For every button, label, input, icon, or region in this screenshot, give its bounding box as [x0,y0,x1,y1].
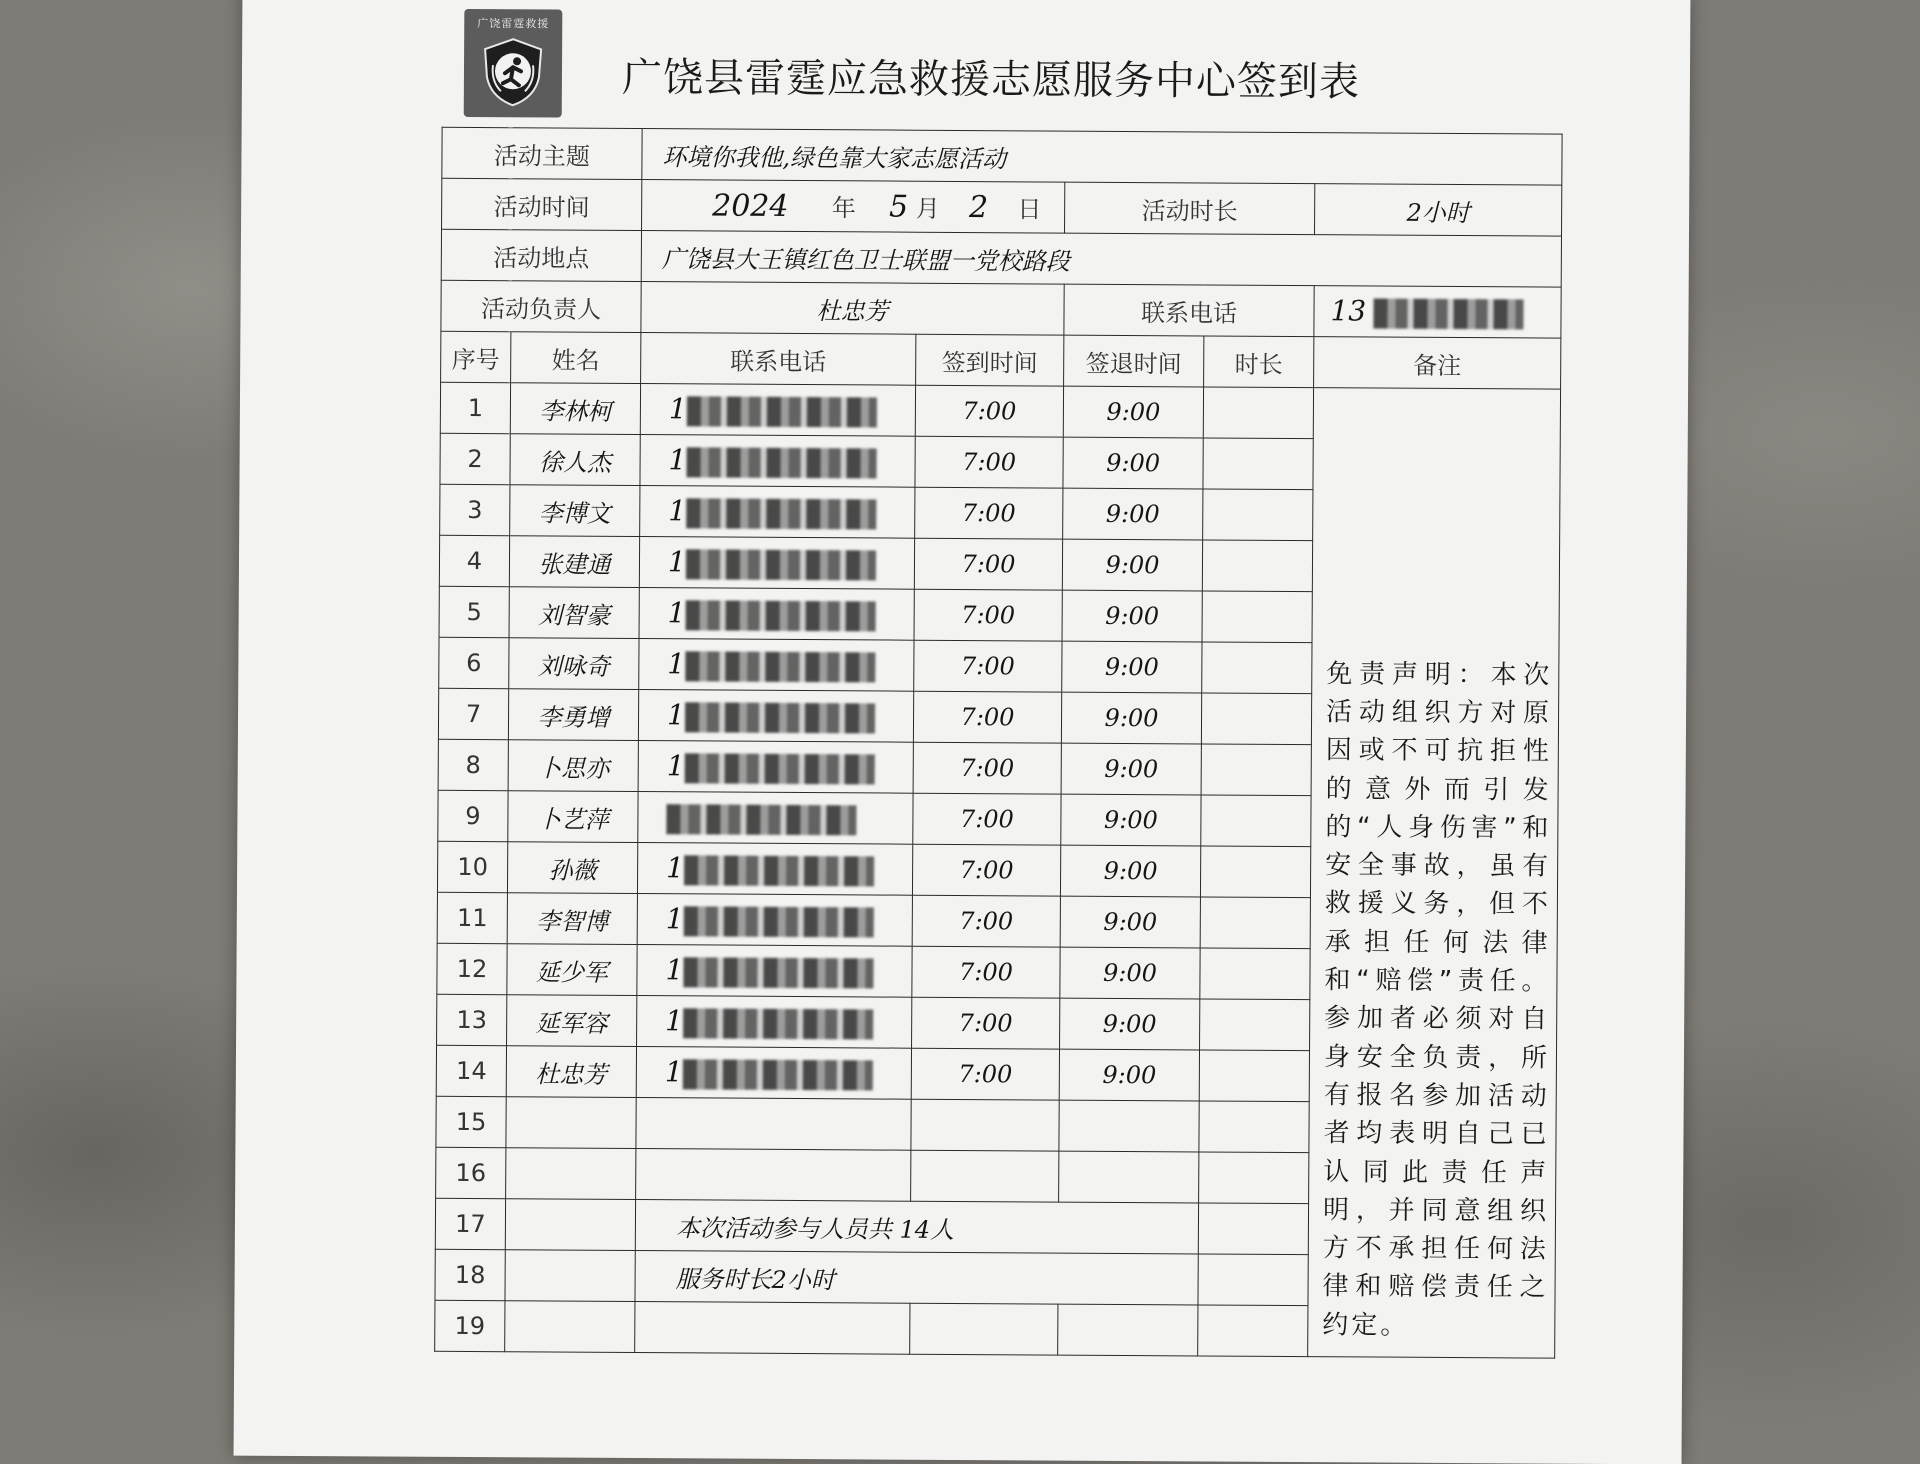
duration-cell [1203,387,1313,439]
redacted-phone [683,1059,873,1090]
page-title: 广饶县雷霆应急救援志愿服务中心签到表 [622,46,1360,108]
sign-out-time: 9:00 [1061,743,1201,795]
sign-out-time: 9:00 [1062,590,1202,642]
day-value: 2 [969,190,988,225]
row-number: 6 [439,637,509,688]
sign-out-time: 9:00 [1060,998,1200,1050]
row-number: 9 [438,790,508,841]
sign-out-time [1059,1100,1199,1152]
participant-name: 张建通 [509,536,639,588]
sign-in-time: 7:00 [914,538,1062,590]
sign-in-time: 7:00 [913,742,1061,794]
disclaimer-text: 免责声明：本次活动组织方对原因或不可抗拒性的意外而引发的“人身伤害”和安全事故，虽有救援义务，但不承担任何法律和“赔偿”责任。参加者必须对自身安全负责，所有报名参加活动者均表明自己已认同此责任声明，并同意组织方不承担任何法律和赔偿责任之约定。 [1308,388,1561,1358]
day-unit: 日 [1017,195,1041,223]
participant-name [505,1250,635,1302]
participant-phone [638,741,913,794]
col-header-name: 姓名 [511,332,641,384]
phone-prefix: 1 [668,596,686,629]
phone-prefix: 1 [666,851,684,884]
participant-phone [637,996,912,1049]
sign-in-time [910,1303,1058,1355]
participant-name: 李博文 [510,485,640,537]
sign-in-sheet [234,0,1691,1464]
date-value [642,180,1065,234]
participant-name: 孙薇 [507,842,637,894]
sign-out-time: 9:00 [1059,1049,1199,1101]
participant-name: 延少军 [507,944,637,996]
col-header-phone: 联系电话 [641,333,916,386]
redacted-phone [685,651,875,682]
redacted-phone [684,906,874,937]
row-number: 4 [439,535,509,586]
participant-name [506,1097,636,1149]
participant-phone [639,639,914,692]
place-row [441,229,1561,287]
sign-in-time: 7:00 [912,844,1060,896]
participant-name [506,1148,636,1200]
sign-in-time: 7:00 [912,997,1060,1049]
duration-cell [1199,1101,1309,1153]
duration-cell [1200,897,1310,949]
participant-phone [637,843,912,896]
participant-name [505,1199,635,1251]
sign-in-table [434,127,1562,1359]
row-number: 13 [437,994,507,1045]
redacted-phone [685,702,875,733]
redacted-phone [686,498,876,529]
row-number: 3 [440,484,510,535]
sign-in-time [911,1099,1059,1151]
table-row [440,382,1560,440]
sign-out-time: 9:00 [1063,437,1203,489]
phone-prefix: 1 [669,392,687,425]
participant-name: 李智博 [507,893,637,945]
theme-label: 活动主题 [442,127,642,179]
month-unit: 月 [916,195,940,223]
shield-runner-icon [481,37,545,107]
sign-in-time: 7:00 [915,487,1063,539]
time-row [442,178,1562,236]
duration-cell [1198,1305,1308,1357]
duration-cell [1200,999,1310,1051]
column-header-row [441,331,1561,389]
participant-phone [640,384,915,437]
phone-prefix: 1 [665,1004,683,1037]
redacted-phone [684,855,874,886]
participant-name [505,1301,635,1353]
phone-prefix: 1 [667,749,685,782]
sign-out-time: 9:00 [1062,539,1202,591]
row-number: 14 [436,1045,506,1096]
phone-prefix: 1 [666,902,684,935]
phone-prefix: 1 [665,1055,683,1088]
phone-prefix: 1 [667,647,685,680]
participant-phone [635,1302,910,1355]
phone-prefix: 1 [669,443,687,476]
leader-phone-prefix: 13 [1330,294,1366,327]
participant-phone [636,1149,911,1202]
col-header-signout: 签退时间 [1064,335,1204,387]
sign-in-time: 7:00 [915,385,1063,437]
sign-out-time: 9:00 [1063,488,1203,540]
sign-in-time: 7:00 [911,1048,1059,1100]
participant-phone [636,1047,911,1100]
duration-cell [1201,744,1311,796]
participant-name: 杜忠芳 [506,1046,636,1098]
duration-cell [1202,642,1312,694]
duration-cell [1203,438,1313,490]
duration-value: 2小时 [1315,184,1562,237]
sign-out-time: 9:00 [1060,896,1200,948]
row-number: 2 [440,433,510,484]
year-value: 2024 [712,188,789,223]
row-number: 10 [437,841,507,892]
participant-phone [637,945,912,998]
sign-in-time: 7:00 [915,436,1063,488]
sign-in-time: 7:00 [912,895,1060,947]
year-unit: 年 [832,194,856,222]
duration-cell [1203,489,1313,541]
sign-in-time: 7:00 [913,691,1061,743]
duration-cell [1199,1050,1309,1102]
duration-label: 活动时长 [1065,182,1315,235]
participant-name: 李林柯 [510,383,640,435]
leader-phone-label: 联系电话 [1064,284,1314,337]
duration-cell [1201,795,1311,847]
duration-cell [1200,846,1310,898]
duration-cell [1202,591,1312,643]
logo-text: 广饶雷霆救援 [477,15,549,31]
redacted-phone [686,447,876,478]
sign-in-time: 7:00 [913,793,1061,845]
place-value: 广饶县大王镇红色卫士联盟一党校路段 [641,231,1561,288]
leader-phone-value [1314,286,1561,339]
col-header-remarks: 备注 [1314,337,1561,390]
phone-prefix: 1 [668,494,686,527]
participant-phone [639,537,914,590]
participant-name: 卜艺萍 [508,791,638,843]
organization-logo [464,9,563,118]
participant-phone [637,894,912,947]
sign-out-time: 9:00 [1061,794,1201,846]
phone-prefix: 1 [668,545,686,578]
row-number: 17 [435,1198,505,1249]
leader-row [441,280,1561,338]
participant-name: 刘智豪 [509,587,639,639]
row-number: 19 [435,1300,505,1351]
row-number: 15 [436,1096,506,1147]
row-number: 11 [437,892,507,943]
sign-out-time: 9:00 [1063,386,1203,438]
col-header-no: 序号 [441,331,511,382]
theme-value: 环境你我他,绿色靠大家志愿活动 [642,129,1562,186]
participant-phone [640,435,915,488]
row-number: 5 [439,586,509,637]
row-number: 1 [440,382,510,433]
row-number: 8 [438,739,508,790]
time-label: 活动时间 [442,178,642,230]
participant-rows [435,382,1561,1358]
leader-label: 活动负责人 [441,280,641,332]
redacted-phone [687,396,877,427]
summary-duration: 服务时长2小时 [635,1251,1198,1305]
sign-in-time: 7:00 [914,589,1062,641]
participant-phone [638,792,913,845]
col-header-signin: 签到时间 [916,334,1064,386]
sign-out-time [1059,1151,1199,1203]
sign-out-time: 9:00 [1060,845,1200,897]
redacted-phone [685,600,875,631]
duration-cell [1201,693,1311,745]
duration-cell [1200,948,1310,1000]
participant-name: 延军容 [507,995,637,1047]
participant-phone [640,486,915,539]
phone-prefix: 1 [667,698,685,731]
redacted-phone [683,957,873,988]
row-number: 18 [435,1249,505,1300]
sign-out-time: 9:00 [1060,947,1200,999]
participant-phone [638,690,913,743]
leader-value: 杜忠芳 [641,282,1064,336]
duration-cell [1202,540,1312,592]
phone-prefix: 1 [665,953,683,986]
sign-in-time: 7:00 [912,946,1060,998]
col-header-duration: 时长 [1204,336,1314,388]
row-number: 12 [437,943,507,994]
sign-in-time [911,1150,1059,1202]
participant-phone [636,1098,911,1151]
summary-participants: 本次活动参与人员共 14人 [635,1200,1198,1254]
sign-out-time [1058,1304,1198,1356]
participant-name: 李勇增 [508,689,638,741]
month-value: 5 [889,190,908,225]
place-label: 活动地点 [441,229,641,281]
redacted-phone [1374,299,1524,330]
participant-name: 徐人杰 [510,434,640,486]
duration-cell [1199,1152,1309,1204]
participant-name: 刘咏奇 [509,638,639,690]
theme-row [442,127,1562,185]
sign-out-time: 9:00 [1062,641,1202,693]
redacted-phone [686,549,876,580]
participant-name: 卜思亦 [508,740,638,792]
row-number: 7 [438,688,508,739]
redacted-phone [666,804,856,835]
row-number: 16 [436,1147,506,1198]
sign-out-time: 9:00 [1061,692,1201,744]
redacted-phone [684,753,874,784]
duration-cell [1198,1254,1308,1306]
participant-phone [639,588,914,641]
redacted-phone [683,1008,873,1039]
duration-cell [1198,1203,1308,1255]
sign-in-time: 7:00 [914,640,1062,692]
